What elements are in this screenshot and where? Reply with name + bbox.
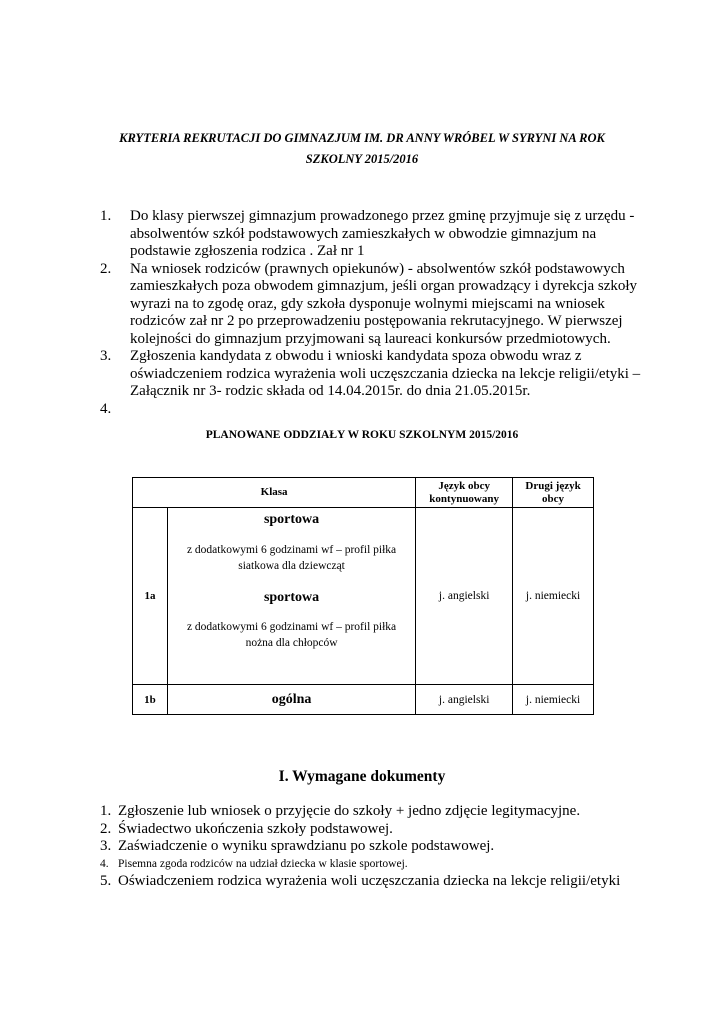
profile-description-line: nożna dla chłopców — [245, 637, 338, 649]
profile-description-line: siatkowa dla dziewcząt — [238, 560, 345, 572]
title-line-2: SZKOLNY 2015/2016 — [305, 152, 419, 166]
document-text: Oświadczeniem rodzica wyrażenia woli uczęszczania dziecka na lekcje religii/etyki — [118, 873, 621, 889]
profile-description — [176, 619, 407, 651]
class-profile-cell: ogólna — [167, 685, 415, 715]
header-klasa: Klasa — [133, 478, 416, 508]
document-number: 1. — [100, 803, 112, 819]
second-language-cell: j. niemiecki — [513, 508, 594, 685]
header-second-language-line-2: obcy — [542, 492, 565, 505]
profile-description-line: z dodatkowymi 6 godzinami wf – profil piłka — [186, 544, 397, 556]
criteria-item-2 — [90, 261, 642, 349]
document-text: Świadectwo ukończenia szkoły podstawowej. — [118, 820, 393, 837]
criteria-line: zamieszkałych poza obwodem gimnazjum, jeśli organ prowadzący i dyrekcja szkoły — [130, 278, 638, 294]
criteria-line: oświadczeniem rodzica wyrażenia woli uczęszczania dziecka na lekcje religii/etyki – — [130, 365, 641, 382]
document-text: Zgłoszenie lub wniosek o przyjęcie do szkoły + jedno zdjęcie legitymacyjne. — [118, 803, 581, 819]
profile-name: sportowa — [263, 512, 320, 527]
planned-classes-title: PLANOWANE ODDZIAŁY W ROKU SZKOLNYM 2015/2016 — [205, 429, 519, 441]
criteria-line — [130, 401, 642, 419]
criteria-number: 3. — [100, 348, 112, 364]
criteria-line: Do klasy pierwszej gimnazjum prowadzonego przez gminę przyjmuje się z urzędu - — [130, 208, 635, 224]
criteria-line: podstawie zgłoszenia rodzica . Zał nr 1 — [130, 243, 365, 259]
document-item — [90, 803, 650, 821]
criteria-number: 1. — [100, 208, 112, 224]
header-first-language — [416, 478, 513, 508]
criteria-item-3 — [90, 348, 642, 401]
criteria-line: rodziców zał nr 2 po przeprowadzeniu postępowania rekrutacyjnego. W pierwszej — [130, 313, 623, 329]
document-number: 3. — [100, 838, 112, 854]
header-second-language — [513, 478, 594, 508]
profile-description-line: z dodatkowymi 6 godzinami wf – profil piłka — [186, 621, 397, 633]
criteria-number: 2. — [100, 260, 112, 277]
first-language-cell: j. angielski — [416, 685, 513, 715]
required-documents-heading: I. Wymagane dokumenty — [278, 768, 446, 785]
document-item — [90, 856, 650, 874]
document-text: Zaświadczenie o wyniku sprawdzianu po szkole podstawowej. — [118, 838, 495, 854]
criteria-line: Zgłoszenia kandydata z obwodu i wnioski kandydata spoza obwodu wraz z — [130, 348, 582, 364]
class-name-cell: 1b — [133, 685, 168, 715]
document-item — [90, 838, 650, 856]
criteria-number: 4. — [100, 400, 112, 417]
document-number: 5. — [100, 873, 112, 889]
classes-table — [132, 477, 594, 715]
criteria-item-4 — [90, 401, 642, 419]
criteria-line: wyrazi na to zgodę oraz, gdy szkoła dysponuje wolnymi miejscami na wniosek — [130, 295, 605, 312]
criteria-line: absolwentów szkół podstawowych zamieszkałych w obwodzie gimnazjum na — [130, 225, 597, 242]
document-title — [60, 128, 664, 170]
table-header-row — [133, 478, 594, 508]
document-number: 2. — [100, 820, 112, 837]
criteria-item-1 — [90, 208, 642, 261]
criteria-list — [90, 208, 642, 418]
first-language-cell: j. angielski — [416, 508, 513, 685]
class-profile-cell — [167, 508, 415, 685]
profile-name: sportowa — [263, 590, 320, 605]
document-item — [90, 821, 650, 839]
header-first-language-line-2: kontynuowany — [429, 492, 499, 505]
required-documents-list — [90, 803, 650, 891]
title-line-1: KRYTERIA REKRUTACJI DO GIMNAZJUM IM. DR ANNY WRÓBEL W SYRYNI NA ROK — [119, 131, 605, 145]
table-row — [133, 508, 594, 685]
class-name-cell: 1a — [133, 508, 168, 685]
document-item — [90, 873, 650, 891]
second-language-cell: j. niemiecki — [513, 685, 594, 715]
header-second-language-line-1: Drugi język — [525, 479, 581, 492]
header-first-language-line-1: Język obcy — [438, 479, 490, 492]
profile-description — [176, 542, 407, 574]
table-row — [133, 685, 594, 715]
criteria-line: kolejności do gimnazjum przyjmowani są laureaci konkursów przedmiotowych. — [130, 330, 611, 347]
criteria-line: Załącznik nr 3- rodzic składa od 14.04.2015r. do dnia 21.05.2015r. — [130, 383, 531, 399]
document-text: Pisemna zgoda rodziców na udział dziecka w klasie sportowej. — [118, 857, 408, 870]
document-number: 4. — [100, 857, 109, 870]
criteria-line: Na wniosek rodziców (prawnych opiekunów) - absolwentów szkół podstawowych — [130, 260, 625, 277]
